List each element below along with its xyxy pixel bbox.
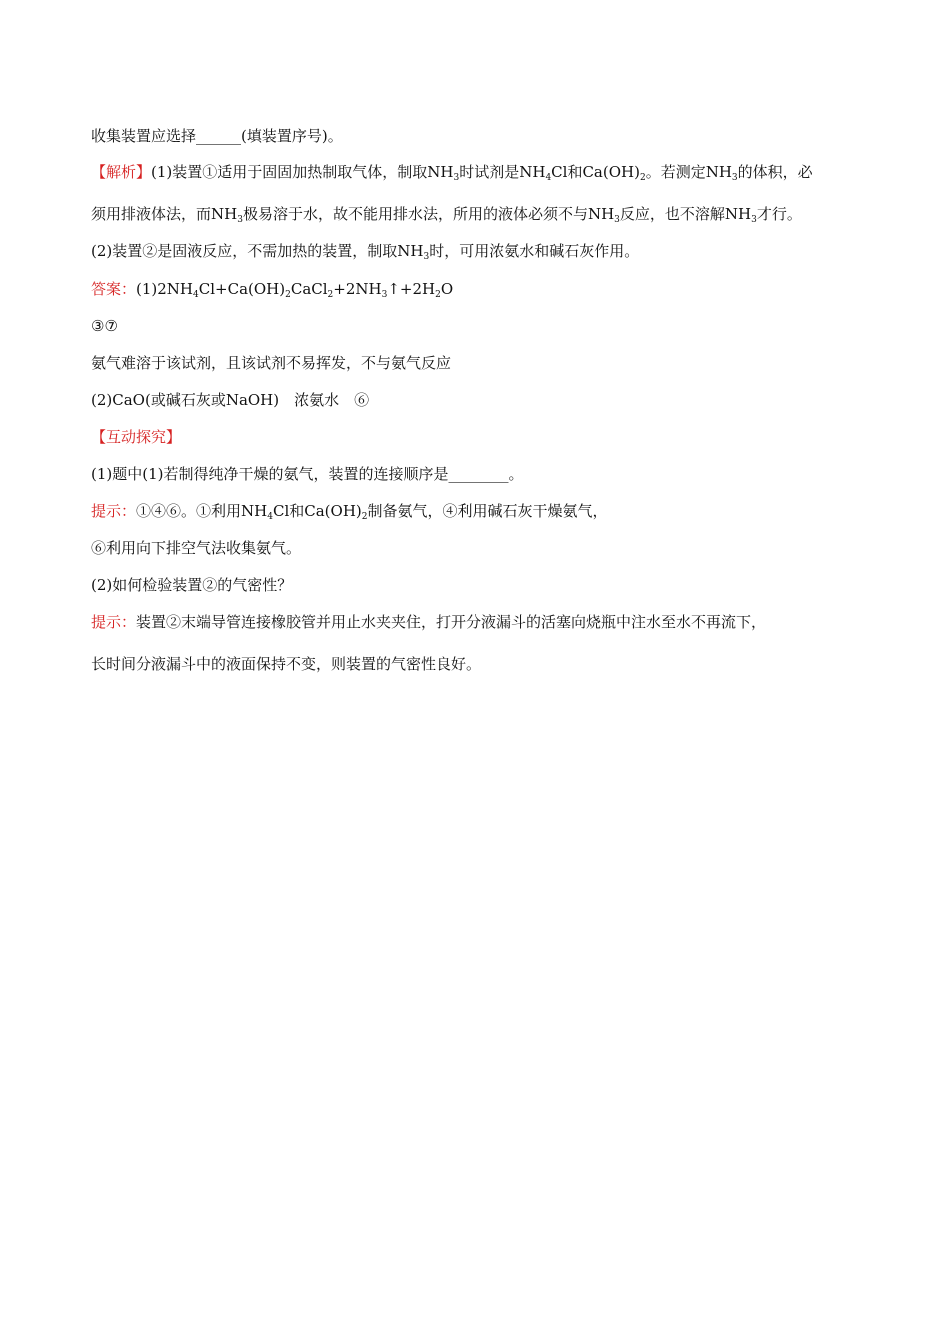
interactive-question-1: (1)题中(1)若制得纯净干燥的氨气，装置的连接顺序是________。 bbox=[91, 465, 524, 483]
answer-line-2: ③⑦ bbox=[91, 317, 118, 335]
answer-line-3: 氨气难溶于该试剂，且该试剂不易挥发，不与氨气反应 bbox=[91, 354, 452, 372]
hint-2-line-2: 长时间分液漏斗中的液面保持不变，则装置的气密性良好。 bbox=[91, 655, 482, 673]
hint-label: 提示： bbox=[91, 613, 137, 631]
interactive-heading: 【互动探究】 bbox=[91, 428, 182, 446]
analysis-line-2: 须用排液体法，而$NH_3$极易溶于水，故不能用排水法，所用的液体必须不与$NH_3$反应，也不溶解$NH_3$才行。 bbox=[91, 205, 802, 225]
hint-label: 提示： bbox=[91, 502, 137, 520]
answer-line-1: 答案：$(1)2NH_4Cl+Ca(OH)_2CaCl_2+2NH_3↑+2H_2O$ bbox=[91, 280, 454, 300]
question-tail: 收集装置应选择______(填装置序号)。 bbox=[91, 127, 343, 145]
answer-label: 答案： bbox=[91, 280, 137, 298]
analysis-line-1: 【解析】(1)装置①适用于固固加热制取气体，制取$NH_3$时试剂是$NH_4Cl$和$Ca(OH)_2$。若测定$NH_3$的体积，必 bbox=[91, 163, 813, 183]
hint-2-line-1: 提示：装置②末端导管连接橡胶管并用止水夹夹住，打开分液漏斗的活塞向烧瓶中注水至水不再流下， bbox=[91, 613, 767, 631]
hint-1-line-1: 提示：①④⑥。①利用$NH_4Cl$和$Ca(OH)_2$制备氨气，④利用碱石灰干燥氨气， bbox=[91, 502, 608, 522]
analysis-line-3: (2)装置②是固液反应，不需加热的装置，制取$NH_3$时，可用浓氨水和碱石灰作用。 bbox=[91, 242, 640, 262]
interactive-question-2: (2)如何检验装置②的气密性？ bbox=[91, 576, 293, 594]
answer-line-4: (2)CaO(或碱石灰或NaOH) 浓氨水 ⑥ bbox=[91, 391, 370, 409]
hint-1-line-2: ⑥利用向下排空气法收集氨气。 bbox=[91, 539, 302, 557]
analysis-label: 【解析】 bbox=[91, 163, 152, 181]
